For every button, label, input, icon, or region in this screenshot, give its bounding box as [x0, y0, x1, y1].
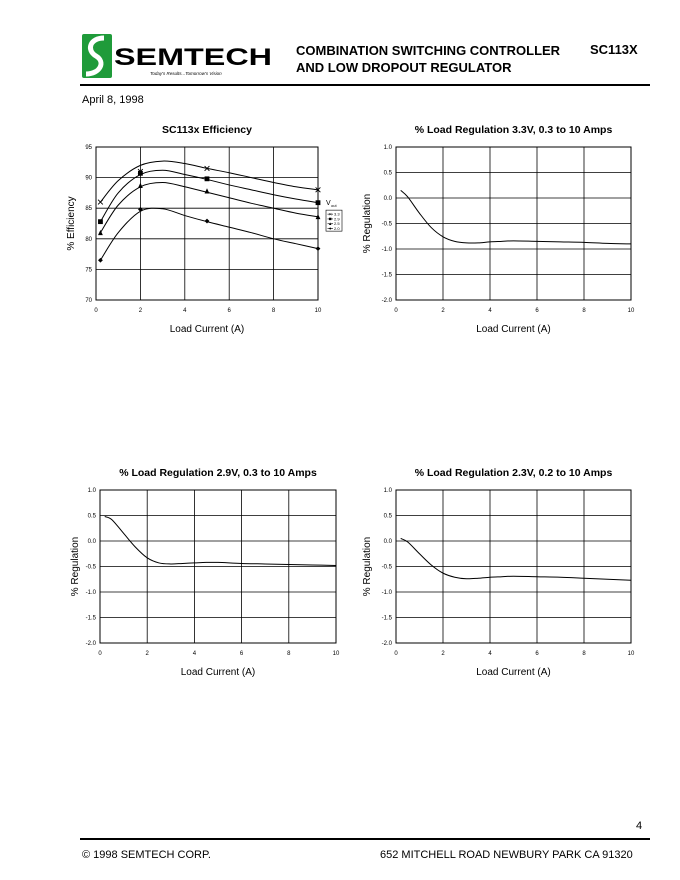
- y-tick-label: 90: [85, 175, 92, 182]
- data-point: [316, 246, 321, 251]
- x-axis-label: Load Current (A): [169, 324, 245, 335]
- x-tick-label: 10: [314, 308, 322, 314]
- x-tick-label: 2: [441, 651, 445, 657]
- x-tick-label: 2: [441, 308, 445, 314]
- x-tick-label: 6: [239, 651, 244, 657]
- y-tick-label: -2.0: [85, 641, 96, 647]
- x-tick-label: 0: [394, 308, 398, 314]
- y-tick-label: 1.0: [383, 488, 392, 494]
- efficiency-chart: [60, 118, 350, 340]
- series-2.5: [98, 182, 320, 235]
- data-point: [98, 200, 103, 205]
- y-tick-label: -2.0: [381, 641, 392, 647]
- document-title: [296, 42, 560, 76]
- series-line: [100, 208, 318, 260]
- legend-entry: 2.5: [334, 221, 340, 227]
- series-line: [100, 182, 318, 232]
- data-point: [205, 188, 210, 193]
- series-line: [100, 161, 318, 202]
- semtech-logo: [80, 32, 280, 82]
- x-axis-label: Load Current (A): [476, 667, 551, 678]
- data-point: [205, 176, 210, 181]
- y-axis-label: % Regulation: [362, 536, 373, 597]
- legend-entry: 2.0: [334, 226, 340, 232]
- legend-marker-group: [329, 218, 331, 220]
- load-regulation-2v9-chart: [60, 461, 350, 683]
- x-axis-label: Load Current (A): [180, 667, 256, 678]
- y-tick-label: 95: [85, 145, 92, 151]
- logo-tagline: Today's Results...Tomorrow's Vision: [150, 71, 222, 76]
- y-tick-label: -0.5: [381, 564, 392, 571]
- legend-marker: [329, 218, 331, 220]
- x-tick-label: 10: [627, 651, 635, 657]
- x-tick-label: 4: [192, 651, 197, 657]
- load-regulation-3v3-chart: [352, 118, 652, 340]
- y-tick-label: 85: [85, 206, 92, 213]
- series-3.3: [98, 161, 320, 204]
- x-tick-label: 8: [287, 651, 291, 657]
- legend-entry: 2.9: [334, 216, 340, 222]
- chart-title: % Load Regulation 3.3V, 0.3 to 10 Amps: [414, 124, 613, 136]
- footer-address: 652 MITCHELL ROAD NEWBURY PARK CA 91320: [380, 849, 633, 861]
- data-point: [316, 200, 321, 205]
- y-tick-label: -1.5: [85, 615, 96, 622]
- load-regulation-2v3-chart: [352, 461, 652, 683]
- y-tick-label: 0.5: [383, 513, 392, 520]
- document-date: April 8, 1998: [82, 94, 144, 106]
- data-point: [98, 258, 103, 263]
- y-tick-label: -0.5: [85, 564, 96, 571]
- x-tick-label: 8: [271, 308, 276, 314]
- chart-title: % Load Regulation 2.3V, 0.2 to 10 Amps: [414, 467, 613, 479]
- header-rule: [80, 84, 650, 86]
- y-tick-label: -1.0: [85, 590, 96, 596]
- plot-frame: [96, 147, 318, 300]
- y-tick-label: 75: [85, 267, 92, 274]
- y-tick-label: -2.0: [381, 298, 392, 304]
- y-tick-label: 1.0: [383, 145, 392, 151]
- page-number: 4: [636, 820, 643, 832]
- x-tick-label: 4: [183, 308, 187, 314]
- chart-title: % Load Regulation 2.9V, 0.3 to 10 Amps: [119, 467, 317, 479]
- x-tick-label: 8: [582, 651, 586, 657]
- series-2.0: [98, 207, 320, 263]
- footer-rule: [80, 838, 650, 840]
- legend-title: V: [326, 200, 331, 208]
- x-tick-label: 6: [227, 308, 231, 314]
- data-point: [138, 207, 143, 212]
- data-point: [98, 219, 103, 224]
- y-tick-label: -1.5: [381, 272, 392, 279]
- series-2.3V: [401, 538, 631, 580]
- data-point: [138, 183, 143, 188]
- chart-title: SC113x Efficiency: [162, 124, 252, 136]
- series-2.9: [98, 170, 320, 224]
- y-tick-label: -1.0: [381, 247, 392, 253]
- x-tick-label: 6: [535, 308, 539, 314]
- legend-entry: 3.3: [334, 211, 340, 217]
- part-number: SC113X: [590, 42, 638, 57]
- y-tick-label: 0.0: [383, 539, 392, 545]
- y-tick-label: -1.5: [381, 615, 392, 622]
- y-tick-label: 1.0: [87, 488, 96, 494]
- x-tick-label: 8: [582, 308, 586, 314]
- data-point: [205, 219, 210, 224]
- x-tick-label: 10: [332, 651, 340, 657]
- y-tick-label: -1.0: [381, 590, 392, 596]
- y-tick-label: -0.5: [381, 221, 392, 228]
- title-line-2: AND LOW DROPOUT REGULATOR: [296, 60, 512, 75]
- x-tick-label: 4: [488, 308, 492, 314]
- x-tick-label: 2: [145, 651, 149, 657]
- x-tick-label: 0: [94, 308, 98, 314]
- logo-text: SEMTECH: [114, 44, 272, 71]
- x-tick-label: 10: [627, 308, 635, 314]
- x-tick-label: 4: [488, 651, 492, 657]
- y-tick-label: 0.0: [383, 196, 392, 202]
- legend-title-sub: out: [331, 203, 337, 209]
- x-axis-label: Load Current (A): [476, 324, 551, 335]
- series-line: [401, 538, 631, 580]
- y-axis-label: % Regulation: [70, 536, 81, 597]
- title-line-1: COMBINATION SWITCHING CONTROLLER: [296, 43, 561, 58]
- y-axis-label: % Regulation: [362, 193, 373, 254]
- x-tick-label: 0: [98, 651, 102, 657]
- y-tick-label: 0.5: [383, 170, 392, 177]
- y-axis-label: % Efficiency: [66, 196, 77, 251]
- footer-copyright: © 1998 SEMTECH CORP.: [82, 849, 211, 861]
- x-tick-label: 2: [138, 308, 143, 314]
- y-tick-label: 80: [85, 236, 92, 243]
- data-point: [138, 171, 143, 176]
- x-tick-label: 0: [394, 651, 398, 657]
- y-tick-label: 70: [85, 298, 92, 304]
- y-tick-label: 0.5: [87, 513, 96, 520]
- y-tick-label: 0.0: [87, 539, 96, 545]
- x-tick-label: 6: [535, 651, 539, 657]
